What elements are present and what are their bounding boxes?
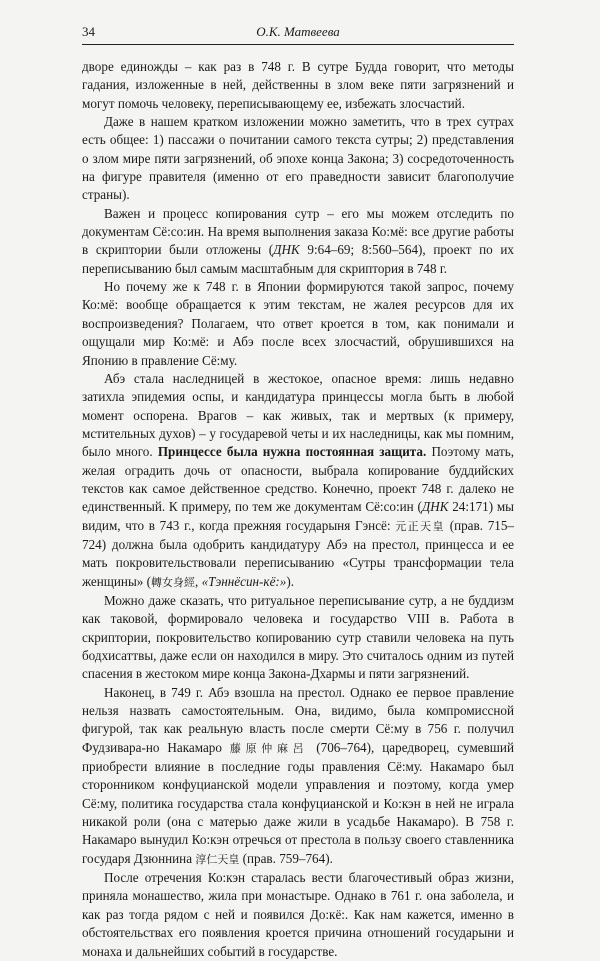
paragraph-8: После отречения Ко:кэн старалась вести благочестивый образ жизни, приняла монашество, жила при монастыре. Однако в 761 г. она заболела, и как раз тогда рядом с ней и появился До:кё:. Как нам кажется, именно в обстоятельствах его появления кроется причина отношений государыни и монаха и дальнейших событий в государстве. xyxy=(82,870,514,959)
paragraph-1: дворе единожды – как раз в 748 г. В сутре Будда говорит, что методы гадания, изложенные в ней, действенны в злом веке пяти загрязнений и могут помочь человеку, переписывающему ее, избежать злосчастий. xyxy=(82,59,514,111)
sutra-transliteration: «Тэннёсин-кё:» xyxy=(201,573,287,589)
paragraph-4: Но почему же к 748 г. в Японии формируются такой запрос, почему Ко:мё: вообще обращается к этим текстам, не жалея ресурсов для их воспроизведения? Полагаем, что ответ кроется в том, как понимали и ощущали мир Ко:мё: и Абэ после всех злосчастий, обрушившихся на Японию в правление Сё:му. xyxy=(82,279,514,368)
citation-dnk: ДНК xyxy=(273,242,300,258)
body-text xyxy=(82,58,514,961)
paragraph-6: Можно даже сказать, что ритуальное переписывание сутр, а не буддизм как таковой, формировало человека и государство VIII в. Работа в скриптории, покровительство копированию сутр ставили человека на путь бодхисаттвы, даже если он находился в миру. Это считалось одним из путей спасения в жестоком мире конца Закона-Дхармы и пяти загрязнений. xyxy=(82,592,514,682)
running-head: О.К. Матвеева xyxy=(256,24,340,39)
cjk-genshou: 元正天皇 xyxy=(395,519,445,533)
paragraph-3: Важен и процесс копирования сутр – его мы можем отследить по документам Сё:со:ин. На время выполнения заказа Ко:мё: все другие работы в скриптории были отложены (ДНК 9:64–69; 8:560–564), проект по их переписыванию был самым масштабным для скриптория в 748 г. xyxy=(82,205,514,276)
cjk-junnin: 淳仁天皇 xyxy=(195,852,240,866)
paragraph-2: Даже в нашем кратком изложении можно заметить, что в трех сутрах есть общее: 1) пассажи о почитании самого текста сутры; 2) представления о злом мире пяти загрязнений, об эпохе конца Закона; 3) сосредоточенность на фигуре правителя (именно от его праведности зависит благополучие страны). xyxy=(82,114,514,203)
cjk-sutra-title: 轉女身經 xyxy=(151,575,196,589)
cjk-nakamaro: 藤原仲麻呂 xyxy=(229,741,309,755)
emphasis-bold: Принцессе была нужна постоянная защита. xyxy=(157,444,427,460)
paragraph-7: Наконец, в 749 г. Абэ взошла на престол. Однако ее первое правление нельзя назвать самостоятельным. Она, видимо, была компромиссной фигурой, так как реальную власть после смерти Сё:му в 756 г. получил Фудзивара-но Накамаро 藤原仲麻呂 (706–764), царедворец, сумевший приобрести влияние в последние годы правления Сё:му. Накамаро был сторонником конфуцианской модели управления и поэтому, когда умер Сё:му, политика государства стала конфуцианской и Ко:кэн в ней не играла никакой роли (она с матерью даже жили в усадьбе Накамаро). В 758 г. Накамаро вынудил Ко:кэн отречься от престола в пользу своего ставленника государя Дзюннина 淳仁天皇 (прав. 759–764). xyxy=(82,684,514,866)
page-number: 34 xyxy=(82,24,95,39)
paragraph-5: Абэ стала наследницей в жестокое, опасное время: лишь недавно затихла эпидемия оспы, и кандидатура принцессы могла быть в любой момент оспорена. Врагов – как живых, так и мертвых (к примеру, мстительных духов) – у государевой четы и их наследницы, как мы помним, было много. Принцессе была нужна постоянная защита. Поэтому мать, желая оградить дочь от опасности, выбрала копирование буддийских текстов как самое действенное средство. Конечно, проект 748 г. далеко не единственный. К примеру, по тем же документам Сё:со:ин (ДНК 24:171) мы видим, что в 743 г., когда прежняя государыня Гэнсё: 元正天皇 (прав. 715–724) должна была одобрить кандидатуру Абэ на престол, принцесса и ее мать покровительствовали переписыванию «Сутры трансформации тела женщины» (轉女身經, «Тэннёсин-кё:»). xyxy=(82,370,514,589)
citation-dnk: ДНК xyxy=(421,499,449,515)
page-header xyxy=(82,22,514,45)
